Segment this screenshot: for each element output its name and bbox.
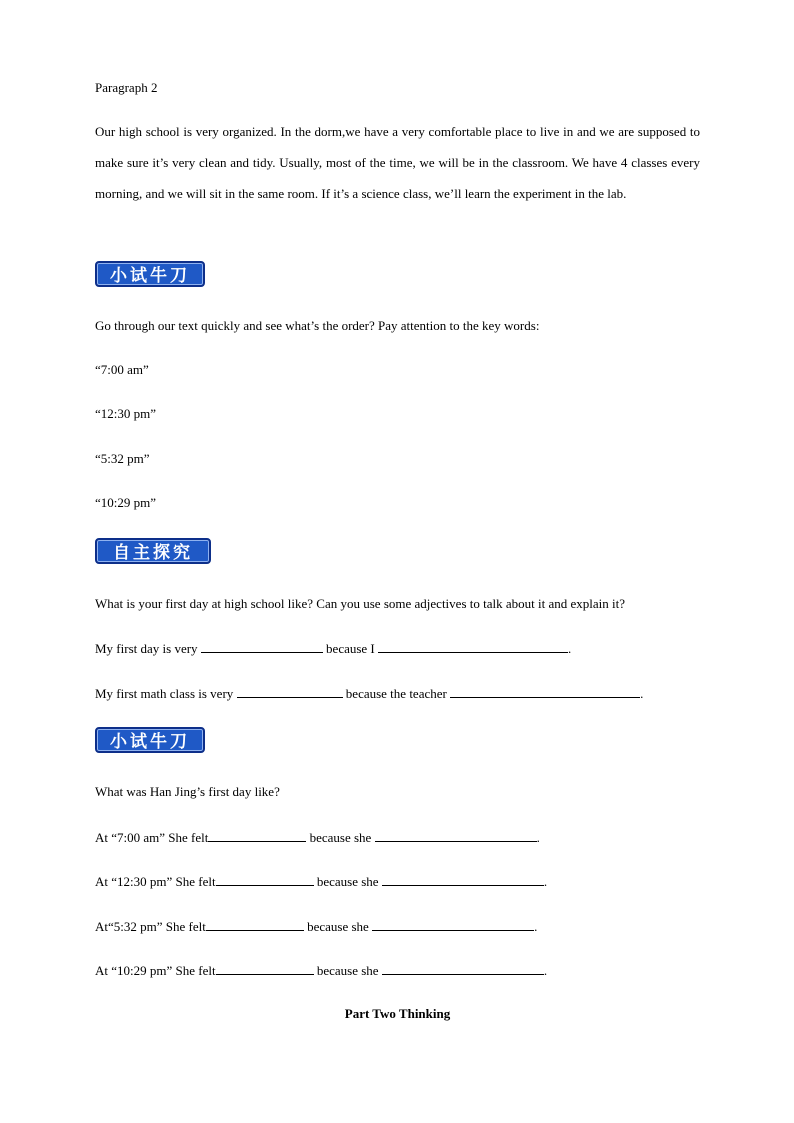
answer-blank[interactable]	[208, 829, 306, 842]
task2-line1-prefix: My first day is very	[95, 641, 198, 656]
task3-line-prefix: At “12:30 pm” She felt	[95, 874, 216, 889]
answer-blank[interactable]	[450, 685, 640, 698]
task2-line-1	[95, 640, 571, 657]
key-time-2: “12:30 pm”	[95, 406, 157, 421]
paragraph-text: Our high school is very organized. In the dorm,we have a very comfortable place to live in and we are supposed to make sure it’s very clean and tidy. Usually, most of the time, we will be in the classroom. We have 4 classes every morning, and we will sit in the same room. If it’s a science class, we’ll learn the experiment in the lab.	[95, 124, 700, 201]
task3-line-2	[95, 873, 547, 890]
answer-blank[interactable]	[216, 873, 314, 886]
paragraph-heading: Paragraph 2	[95, 80, 158, 95]
task3-line-middle: because she	[309, 830, 372, 845]
task3-line-prefix: At “10:29 pm” She felt	[95, 963, 216, 978]
badge-practice-1: 小试牛刀	[95, 261, 205, 287]
answer-blank[interactable]	[375, 829, 537, 842]
key-time-1: “7:00 am”	[95, 362, 149, 377]
task1-instruction: Go through our text quickly and see what’s the order? Pay attention to the key words:	[95, 318, 540, 333]
answer-blank[interactable]	[206, 918, 304, 931]
task2-line2-prefix: My first math class is very	[95, 686, 234, 701]
key-time-4: “10:29 pm”	[95, 495, 157, 510]
task3-line-middle: because she	[307, 919, 369, 934]
answer-blank[interactable]	[237, 685, 343, 698]
task3-question: What was Han Jing’s first day like?	[95, 784, 280, 799]
period: .	[534, 919, 538, 934]
period: .	[536, 830, 540, 845]
key-time-3: “5:32 pm”	[95, 451, 150, 466]
answer-blank[interactable]	[201, 640, 323, 653]
task3-line-prefix: At“5:32 pm” She felt	[95, 919, 206, 934]
answer-blank[interactable]	[378, 640, 568, 653]
task2-line1-middle: because I	[326, 641, 375, 656]
task3-line-4	[95, 962, 547, 979]
period: .	[568, 641, 572, 656]
task2-question: What is your first day at high school like? Can you use some adjectives to talk about it and explain it?	[95, 596, 625, 611]
badge-explore: 自主探究	[95, 538, 211, 564]
period: .	[543, 874, 548, 889]
task3-line-prefix: At “7:00 am” She felt	[95, 830, 209, 845]
task2-line2-middle: because the teacher	[345, 686, 447, 701]
answer-blank[interactable]	[372, 918, 534, 931]
part-title: Part Two Thinking	[344, 1006, 451, 1021]
task3-line-middle: because she	[316, 874, 379, 889]
task3-line-1	[95, 829, 540, 846]
period: .	[640, 686, 644, 701]
answer-blank[interactable]	[216, 962, 314, 975]
answer-blank[interactable]	[382, 962, 544, 975]
task3-line-3	[95, 918, 537, 935]
task3-line-middle: because she	[316, 963, 379, 978]
answer-blank[interactable]	[382, 873, 544, 886]
task2-line-2	[95, 685, 643, 702]
period: .	[543, 963, 548, 978]
badge-practice-2: 小试牛刀	[95, 727, 205, 753]
